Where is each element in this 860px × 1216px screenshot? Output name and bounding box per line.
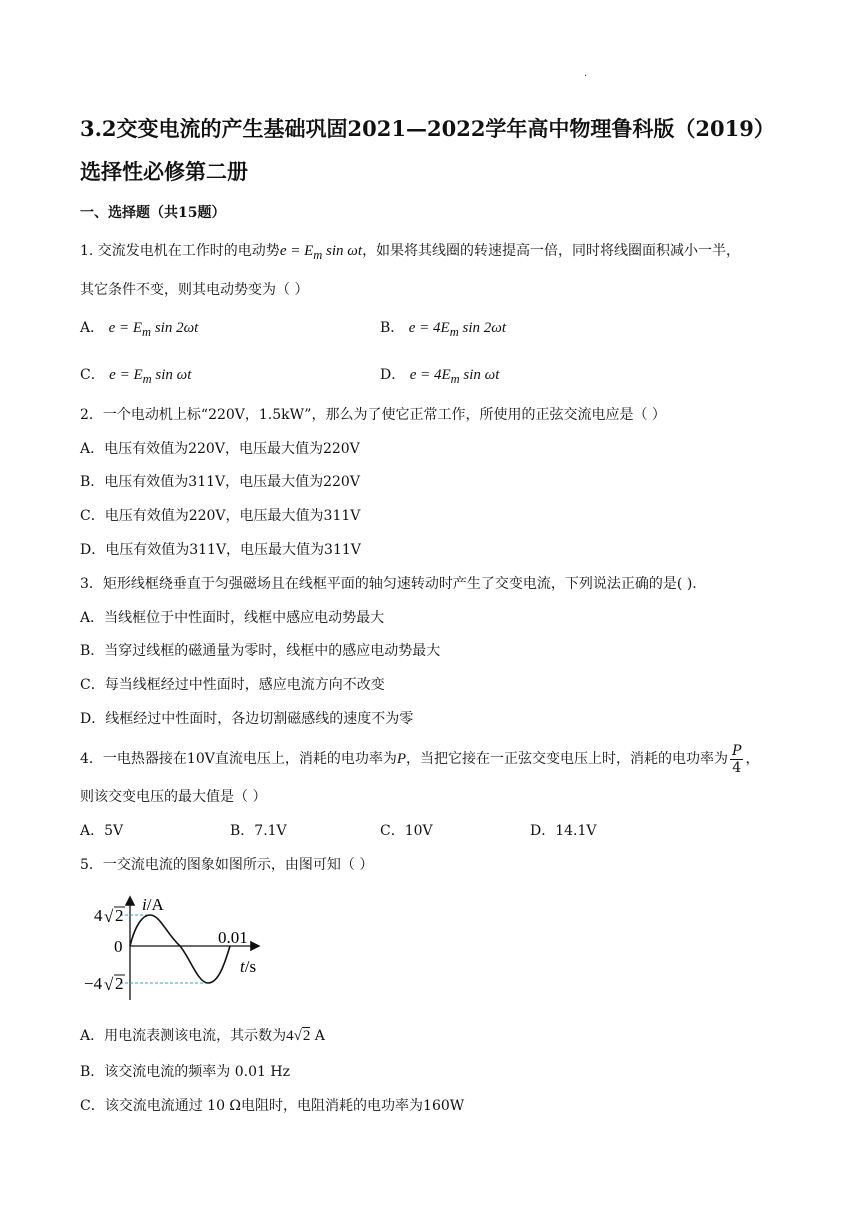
header-dot: . — [584, 68, 588, 79]
x-axis-label: t/s — [240, 957, 257, 976]
q1-stem-line1 — [80, 241, 740, 265]
section-heading: 一、选择题（共15题） — [80, 205, 226, 221]
q3-option-c: C．每当线框经过中性面时，感应电流方向不改变 — [80, 677, 385, 693]
q1-formula: $e = E_m$ sin ωt — [279, 243, 363, 262]
q1-option-b: B． $e = 4E_m$ sin 2ωt — [380, 320, 506, 339]
svg-text:√: √ — [104, 907, 114, 926]
q4-option-d: D．14.1V — [530, 823, 597, 839]
q5-option-b: B．该交流电流的频率为 0.01 Hz — [80, 1064, 290, 1080]
svg-text:√: √ — [104, 975, 114, 994]
q4-stem-line1: 4．一电热器接在10V直流电压上，消耗的电功率为P，当把它接在一正弦交变电压上时，消耗的电功率为 $\frac{P}{4}$ ， — [80, 742, 760, 776]
ytick-zero-label: 0 — [114, 937, 123, 956]
q1-text-b: ，如果将其线圈的转速提高一倍，同时将线圈面积减小一半， — [362, 243, 741, 259]
q2-option-d: D．电压有效值为311V，电压最大值为311V — [80, 542, 361, 558]
q4-option-c: C．10V — [380, 823, 433, 839]
svg-text:2: 2 — [115, 906, 124, 925]
ytick-top-label — [94, 906, 125, 926]
q5-stem: 5．一交流电流的图象如图所示，由图可知（ ） — [80, 857, 374, 873]
q4-stem-line2: 则该交变电压的最大值是（ ） — [80, 789, 267, 805]
q3-option-a: A．当线框位于中性面时，线框中感应电动势最大 — [80, 610, 385, 626]
q1-text-a: 1. 交流发电机在工作时的电动势 — [80, 243, 280, 259]
q5-option-a: A．用电流表测该电流，其示数为4√2 A — [80, 1028, 325, 1044]
xtick-label: 0.01 — [218, 928, 248, 947]
sine-curve — [130, 915, 230, 983]
q2-stem: 2．一个电动机上标“220V，1.5kW”，那么为了使它正常工作，所使用的正弦交流电应是（ ） — [80, 407, 666, 423]
svg-text:−4: −4 — [84, 974, 103, 993]
p-over-4-fraction: $\frac{P}{4}$ — [732, 742, 742, 776]
q2-option-a: A．电压有效值为220V，电压最大值为220V — [80, 441, 360, 457]
y-axis-label: i/A — [142, 895, 164, 914]
q5-current-graph — [70, 888, 270, 1008]
q3-option-d: D．线框经过中性面时，各边切割磁感线的速度不为零 — [80, 711, 414, 727]
document-title-line2: 选择性必修第二册 — [80, 159, 248, 184]
q1-option-c: C． $e = E_m$ sin ωt — [80, 367, 192, 386]
q3-option-b: B．当穿过线框的磁通量为零时，线框中的感应电动势最大 — [80, 643, 441, 659]
q3-stem: 3．矩形线框绕垂直于匀强磁场且在线框平面的轴匀速转动时产生了交变电流，下列说法正确的是( ). — [80, 576, 697, 592]
q4-option-a: A．5V — [80, 823, 124, 839]
q1-option-a: A． $e = E_m$ sin 2ωt — [80, 320, 199, 339]
q4-option-b: B．7.1V — [230, 823, 287, 839]
svg-text:4: 4 — [94, 906, 103, 925]
ytick-bottom-label — [84, 974, 125, 994]
svg-text:2: 2 — [115, 974, 124, 993]
document-title-line1: 3.2交变电流的产生基础巩固2021—2022学年高中物理鲁科版（2019） — [80, 116, 775, 141]
q1-stem-line2: 其它条件不变，则其电动势变为（ ） — [80, 282, 309, 298]
q2-option-b: B．电压有效值为311V，电压最大值为220V — [80, 474, 360, 490]
q5-option-c: C．该交流电流通过 10 Ω电阻时，电阻消耗的电功率为160W — [80, 1098, 465, 1114]
q2-option-c: C．电压有效值为220V，电压最大值为311V — [80, 508, 361, 524]
q1-option-d: D． $e = 4E_m$ sin ωt — [380, 367, 500, 386]
